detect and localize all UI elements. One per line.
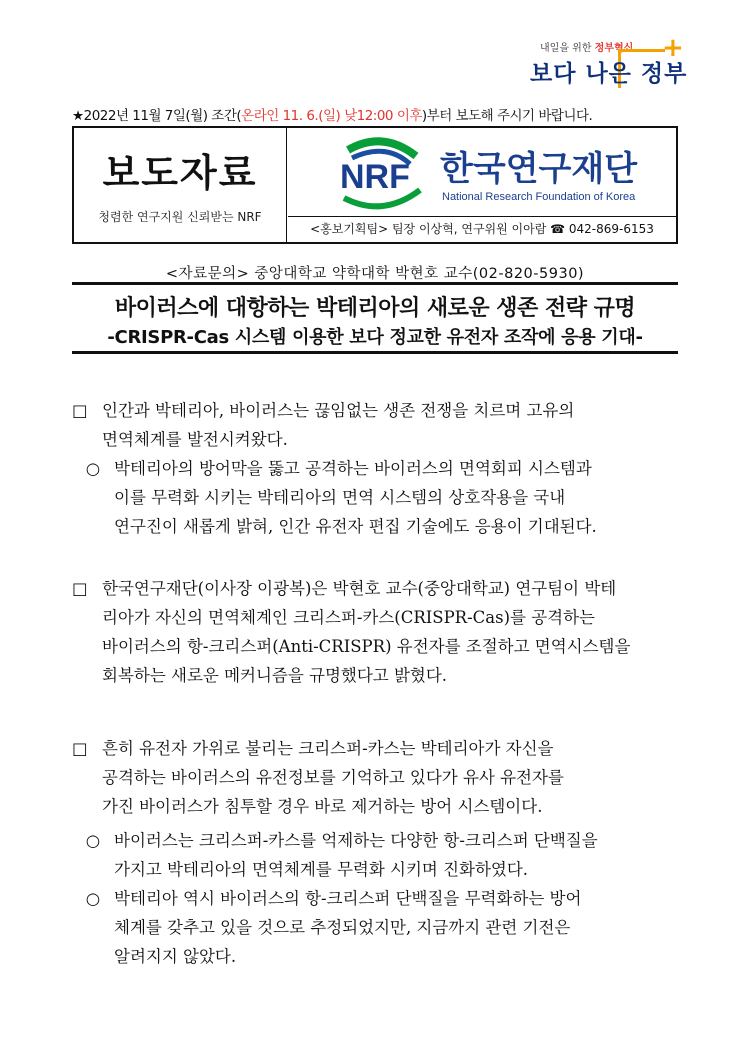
press-release-title: 보도자료	[102, 151, 258, 195]
paragraph-line: 흔히 유전자 가위로 불리는 크리스퍼-카스는 박테리아가 자신을	[102, 739, 554, 758]
paragraph-line: 바이러스의 항-크리스퍼(Anti-CRISPR) 유전자를 조절하고 면역시스템을	[102, 637, 631, 656]
paragraph-line: 이를 무력화 시키는 박테리아의 면역 시스템의 상호작용을 국내	[114, 488, 566, 507]
press-header-left	[74, 128, 287, 242]
sub-headline: -CRISPR-Cas 시스템 이용한 보다 정교한 유전자 조작에 응용 기대-	[107, 327, 643, 348]
paragraph-line: 회복하는 새로운 메커니즘을 규명했다고 밝혔다.	[102, 666, 448, 685]
paragraph-line: 인간과 박테리아, 바이러스는 끊임없는 생존 전쟁을 치르며 고유의	[102, 401, 575, 420]
paragraph-line: 가진 바이러스가 침투할 경우 바로 제거하는 방어 시스템이다.	[102, 797, 543, 816]
press-header-box	[72, 126, 678, 244]
circle-bullet: ○	[85, 459, 101, 478]
paragraph-line: 알려지지 않았다.	[114, 947, 237, 966]
plus-icon: +	[662, 33, 684, 63]
press-slogan: 청렴한 연구지원 신뢰받는 NRF	[98, 210, 262, 224]
logo-main-text: 보다 나은 정부	[530, 61, 688, 87]
nrf-logo-graphic	[288, 128, 676, 216]
org-name-en: National Research Foundation of Korea	[442, 191, 636, 203]
nrf-logo	[288, 128, 676, 217]
paragraph-3	[72, 734, 684, 821]
paragraph-line: 바이러스는 크리스퍼-카스를 억제하는 다양한 항-크리스퍼 단백질을	[114, 831, 598, 850]
org-name-ko: 한국연구재단	[440, 149, 638, 189]
paragraph-line: 가지고 박테리아의 면역체계를 무력화 시키며 진화하였다.	[114, 860, 529, 879]
square-bullet: □	[72, 579, 88, 598]
paragraph-line: 연구진이 새롭게 밝혀, 인간 유전자 편집 기술에도 응용이 기대된다.	[114, 517, 597, 536]
paragraph-line: 박테리아의 방어막을 뚫고 공격하는 바이러스의 면역회피 시스템과	[114, 459, 592, 478]
paragraph-1	[72, 396, 684, 454]
paragraph-line: 면역체계를 발전시켜왔다.	[102, 430, 288, 449]
paragraph-line: 체계를 갖추고 있을 것으로 추정되었지만, 지금까지 관련 기전은	[114, 918, 571, 937]
paragraph-line: 박테리아 역시 바이러스의 항-크리스퍼 단백질을 무력화하는 방어	[114, 889, 582, 908]
paragraph-line: 리아가 자신의 면역체계인 크리스퍼-카스(CRISPR-Cas)를 공격하는	[102, 608, 595, 627]
paragraph-line: 공격하는 바이러스의 유전정보를 기억하고 있다가 유사 유전자를	[102, 768, 564, 787]
paragraph-line: 한국연구재단(이사장 이광복)은 박현호 교수(중앙대학교) 연구팀이 박테	[102, 579, 617, 598]
inquiry-contact: <자료문의> 중앙대학교 약학대학 박현호 교수(02-820-5930)	[165, 266, 585, 282]
government-innovation-logo	[530, 33, 688, 87]
square-bullet: □	[72, 401, 88, 420]
paragraph-3-sub-2	[72, 884, 684, 971]
square-bullet: □	[72, 739, 88, 758]
circle-bullet: ○	[85, 831, 101, 850]
logo-tagline: 내일을 위한 정부혁신	[540, 43, 634, 54]
circle-bullet: ○	[85, 889, 101, 908]
nrf-abbr-text: NRF	[340, 158, 410, 196]
paragraph-1-sub	[72, 454, 684, 541]
paragraph-3-sub-1	[72, 826, 684, 884]
main-headline: 바이러스에 대항하는 박테리아의 새로운 생존 전략 규명	[114, 296, 636, 321]
paragraph-2	[72, 574, 684, 690]
headline-box	[72, 282, 678, 354]
embargo-notice: ★2022년 11월 7일(월) 조간(온라인 11. 6.(일) 낮12:00 이후)부터 보도해 주시기 바랍니다.	[72, 108, 593, 124]
pr-contact: <홍보기획팀> 팀장 이상혁, 연구위원 이아람 ☎ 042-869-6153	[310, 222, 654, 236]
